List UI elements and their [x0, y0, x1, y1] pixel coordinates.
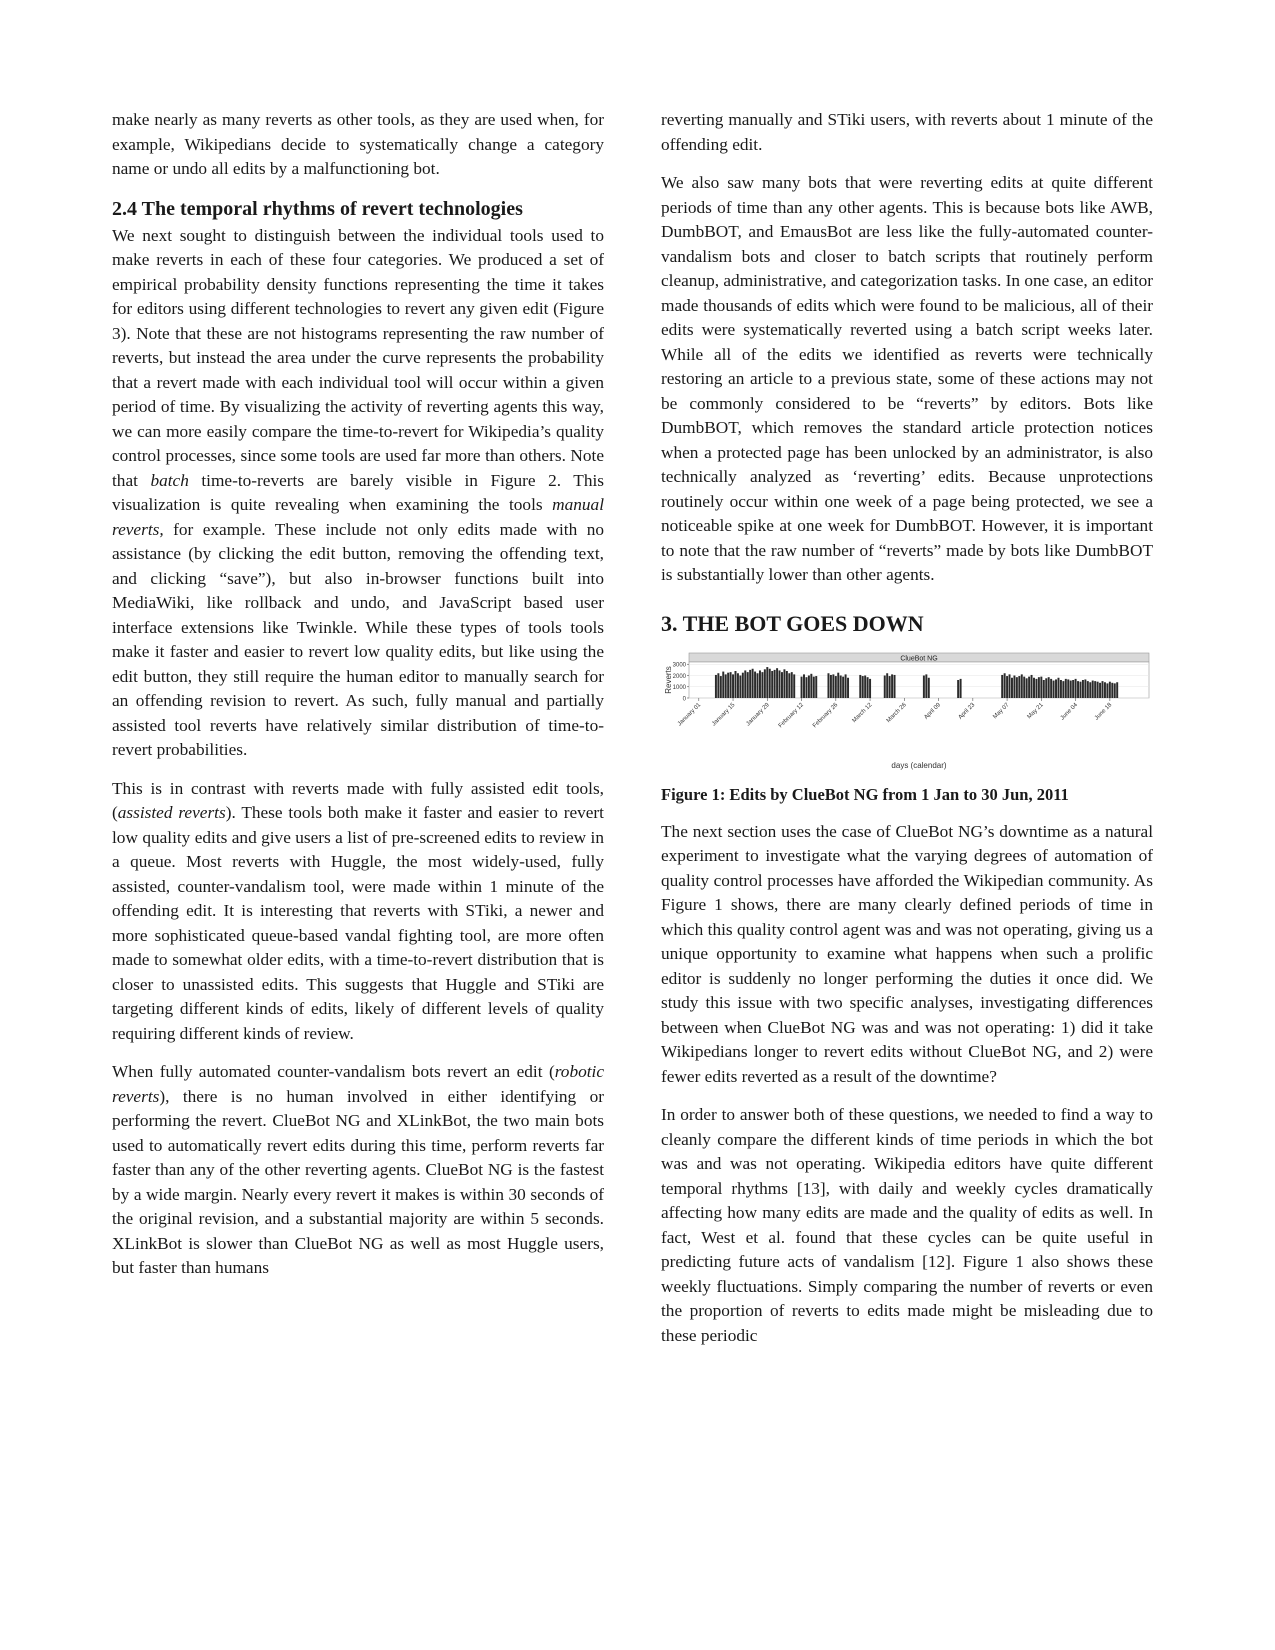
x-tick-label: January 15	[711, 701, 737, 727]
bar	[1077, 681, 1079, 698]
bar	[1075, 678, 1077, 697]
figure-1-caption: Figure 1: Edits by ClueBot NG from 1 Jan to 30 Jun, 2011	[661, 784, 1069, 804]
paragraph-text: make nearly as many reverts as other tools, as they are used when, for example, Wikipedians decide to systematically change a category name or undo all edits by a malfunctioning bot.	[112, 110, 604, 178]
paragraph-density-functions	[112, 224, 604, 763]
bar	[1102, 681, 1104, 698]
bar	[840, 675, 842, 698]
y-axis	[673, 662, 689, 702]
italic-term-assisted-reverts: assisted reverts	[117, 803, 226, 822]
bar	[769, 668, 771, 697]
bar	[742, 672, 744, 697]
bar	[764, 669, 766, 698]
italic-term-robotic-reverts: robotic reverts	[112, 1062, 604, 1106]
bar	[1033, 677, 1035, 697]
bar	[925, 674, 927, 698]
bar	[761, 672, 763, 698]
bar	[1111, 682, 1113, 697]
x-axis	[676, 695, 1114, 729]
bar	[1053, 680, 1055, 697]
x-tick-label: January 01	[676, 701, 703, 727]
paragraph-temporal-rhythms: In order to answer both of these questions, we needed to find a way to cleanly compare the different kinds of time periods in which the bot was and was not operating. Wikipedia editors have quite different temporal rhythms [13], with daily and weekly cycles dramatically affecting how many edits are made and the quality of edits as well. In fact, West et al. found that these cycles can be quite useful in predicting future acts of vandalism [12]. Figure 1 also shows these weekly fluctuations. Simply comparing the number of reverts or even the proportion of reverts to edits made might be misleading due to these periodic	[661, 1105, 1153, 1345]
bar	[788, 673, 790, 698]
bar	[1001, 674, 1003, 697]
bar	[1092, 680, 1094, 697]
right-column	[661, 108, 1153, 1362]
bar	[1023, 676, 1025, 697]
bar	[859, 674, 861, 697]
paragraph-natural-experiment: The next section uses the case of ClueBot NG’s downtime as a natural experiment to investigate what the varying degrees of automation of quality control processes have afforded the Wikipedian community. As Figure 1 shows, there are many clearly defined periods of time in which this quality control agent was and was not operating, giving us a unique opportunity to examine what happens when such a prolific editor is suddenly no longer performing the duties it once did. We study this issue with two specific analyses, investigating differences between when ClueBot NG was and was not operating: 1) did it take Wikipedians longer to revert edits without ClueBot NG, and 2) were fewer edits reverted as a result of the downtime?	[661, 821, 1153, 1086]
bar	[783, 669, 785, 698]
bar	[957, 680, 959, 698]
bar	[779, 670, 781, 698]
italic-term-batch: batch	[150, 470, 189, 490]
bar	[1084, 679, 1086, 698]
x-tick-label: March 26	[885, 701, 908, 724]
y-tick-label: 2000	[672, 673, 686, 680]
paragraph-text: This is in contrast with reverts made with fully assisted edit tools, (	[112, 778, 604, 822]
bar	[791, 672, 793, 698]
bar	[805, 677, 807, 698]
bar	[1070, 680, 1072, 697]
bar	[1114, 683, 1116, 698]
bar	[1031, 674, 1033, 697]
bar	[847, 677, 849, 697]
bar	[813, 676, 815, 697]
bar	[1087, 681, 1089, 698]
paragraph-text: for example. These include not only edits made with no assistance (by clicking the edit button, removing the offending text, and clicking “save”), but also in-browser functions built into MediaWiki, like rollback and undo, and JavaScript based user interface extensions like Twinkle. While these types of tools tools make it faster and easier to revert low quality edits, but like using the edit button, they still require the human editor to manually search for an offending revision to revert. As such, fully manual and partially assisted tool reverts have relatively similar distribution of time-to-revert probabilities.	[112, 519, 604, 759]
x-axis-label: days (calendar)	[891, 760, 947, 770]
paragraph-text: time-to-reverts are barely visible in Figure 2. This visualization is quite revealing when examining the tools	[112, 470, 604, 514]
bar	[1072, 680, 1074, 698]
bar	[1013, 675, 1015, 698]
bar	[808, 675, 810, 698]
bar	[1050, 678, 1052, 697]
bar	[759, 670, 761, 698]
paragraph-text: When fully automated counter-vandalism bots revert an edit (	[112, 1062, 555, 1081]
bar	[1040, 676, 1042, 697]
y-tick-label: 0	[682, 695, 686, 702]
bar	[747, 672, 749, 698]
bar	[1026, 678, 1028, 698]
x-tick-label: June 18	[1093, 701, 1114, 722]
bar	[739, 675, 741, 698]
bar	[1018, 676, 1020, 698]
bar	[960, 678, 962, 697]
bar	[1082, 680, 1084, 698]
bar	[771, 671, 773, 698]
bar	[815, 676, 817, 698]
bar	[781, 672, 783, 698]
x-tick-label: May 21	[1026, 701, 1045, 720]
bar	[1067, 679, 1069, 698]
bar	[757, 673, 759, 698]
figure-1	[661, 648, 1153, 772]
paragraph-xlinkbot-continuation: reverting manually and STiki users, with reverts about 1 minute of the offending edit.	[661, 110, 1153, 154]
x-tick-label: March 12	[851, 701, 874, 724]
x-tick-label: April 09	[923, 701, 942, 721]
bar	[1097, 681, 1099, 697]
paragraph-batch-bots: We also saw many bots that were reverting edits at quite different periods of time than any other agents. This is because bots like AWB, DumbBOT, and EmausBot are less like the fully-automated counter-vandalism bots and closer to batch scripts that routinely perform cleanup, administrative, and categorization tasks. In one case, an editor made thousands of edits which were found to be malicious, all of their edits were systematically reverted using a batch script weeks later. While all of the edits we identified as reverts were technically restoring an article to a previous state, some of these actions may not be commonly considered to be “reverts” by editors. Bots like DumbBOT, which removes the standard article protection notices when a protected page has been unlocked by an administrator, is also technically analyzed as ‘reverting’ edits. Because unprotections routinely occur within one week of a page being protected, we see a noticeable spike at one week for DumbBOT. However, it is important to note that the raw number of “reverts” made by bots like DumbBOT is substantially lower than other agents.	[661, 173, 1153, 584]
bar	[730, 672, 732, 698]
bar	[1065, 678, 1067, 697]
paragraph-robotic-reverts	[112, 1060, 604, 1281]
y-axis-label: Reverts	[664, 665, 673, 694]
bar	[862, 676, 864, 698]
bar	[835, 676, 837, 698]
bar	[1080, 681, 1082, 697]
bar	[1094, 681, 1096, 698]
bar	[749, 669, 751, 697]
bar	[1116, 682, 1118, 698]
bar	[737, 673, 739, 698]
bar	[889, 676, 891, 698]
y-tick-label: 1000	[672, 684, 686, 691]
bar	[869, 678, 871, 697]
bar	[1021, 674, 1023, 698]
bar	[732, 674, 734, 698]
left-column	[112, 108, 604, 1295]
x-tick-label: May 07	[992, 701, 1011, 720]
italic-term-manual-reverts: manual reverts,	[112, 495, 604, 539]
bar	[827, 673, 829, 698]
bar	[894, 674, 896, 697]
bar	[886, 673, 888, 698]
bar	[735, 671, 737, 698]
bar	[1062, 681, 1064, 698]
bar	[891, 674, 893, 698]
bar	[923, 675, 925, 698]
section-heading-3: 3. THE BOT GOES DOWN	[661, 610, 924, 636]
bar	[832, 674, 834, 698]
bar	[830, 674, 832, 697]
bar	[1109, 681, 1111, 697]
section-heading-2-4: 2.4 The temporal rhythms of revert technologies	[112, 197, 523, 220]
bar	[1055, 679, 1057, 698]
bar	[837, 672, 839, 697]
bar	[864, 675, 866, 698]
bar	[1009, 674, 1011, 698]
bar	[801, 676, 803, 697]
bar	[725, 674, 727, 698]
bar	[766, 667, 768, 698]
bar	[884, 675, 886, 698]
bar	[727, 672, 729, 697]
bar	[774, 669, 776, 697]
chart-title: ClueBot NG	[900, 654, 938, 662]
paragraph-text: ). These tools both make it faster and easier to revert low quality edits and give users a list of pre-screened edits to review in a queue. Most reverts with Huggle, the most widely-used, fully assisted, counter-vandalism tool, were made within 1 minute of the offending edit. It is interesting that reverts with STiki, a newer and more sophisticated queue-based vandal fighting tool, are more often made to somewhat older edits, with a time-to-revert distribution that is closer to unassisted edits. This suggests that Huggle and STiki are targeting different kinds of edits, likely of different levels of quality requiring different kinds of review.	[112, 803, 604, 1043]
bar	[810, 673, 812, 697]
bar	[842, 676, 844, 697]
bar	[803, 674, 805, 698]
bar	[744, 670, 746, 698]
paragraph-assisted-reverts	[112, 777, 604, 1047]
bar	[1089, 682, 1091, 698]
bar	[1028, 676, 1030, 697]
x-tick-label: January 29	[745, 701, 771, 727]
bar	[720, 676, 722, 698]
bar	[867, 677, 869, 698]
bar	[1045, 678, 1047, 698]
x-tick-label: June 04	[1059, 701, 1080, 722]
bar	[1016, 677, 1018, 698]
bar	[1099, 682, 1101, 697]
bar	[1035, 678, 1037, 697]
bar	[1038, 677, 1040, 698]
cluebot-chart	[661, 648, 1153, 772]
bar	[928, 677, 930, 697]
bar	[1043, 680, 1045, 698]
bar	[1048, 677, 1050, 698]
bar	[1004, 673, 1006, 698]
bar	[845, 674, 847, 698]
x-tick-label: February 26	[812, 701, 840, 729]
bar	[1006, 676, 1008, 698]
bar	[715, 674, 717, 697]
bar	[1106, 683, 1108, 698]
bar	[717, 673, 719, 698]
bar	[722, 671, 724, 697]
paragraph-text: We next sought to distinguish between the individual tools used to make reverts in each of these four categories. We produced a set of empirical probability density functions representing the time it takes for editors using different technologies to revert any given edit (Figure 3). Note that these are not histograms representing the raw number of reverts, but instead the area under the curve represents the probability that a revert made with each individual tool will occur within a given period of time. By visualizing the activity of reverting agents this way, we can more easily compare the time-to-revert for Wikipedia’s quality control processes, since some tools are used far more than others. Note that	[112, 225, 604, 490]
y-tick-label: 3000	[672, 662, 686, 669]
paragraph-intro-continuation	[112, 108, 604, 182]
x-tick-label: April 23	[957, 701, 977, 721]
bar	[1011, 677, 1013, 697]
bar	[754, 671, 756, 697]
bar	[752, 668, 754, 697]
bar	[1060, 680, 1062, 698]
bar	[793, 674, 795, 698]
paragraph-text: ), there is no human involved in either identifying or performing the revert. ClueBot NG and XLinkBot, the two main bots used to automatically revert edits during this time, perform reverts far faster than any of the other reverting agents. ClueBot NG is the fastest by a wide margin. Nearly every revert it makes is within 30 seconds of the original revision, and a substantial majority are within 5 seconds. XLinkBot is slower than ClueBot NG as well as most Huggle users, but faster than humans	[112, 1086, 604, 1277]
x-tick-label: February 12	[777, 701, 805, 729]
bar	[1057, 677, 1059, 697]
bar	[1104, 682, 1106, 698]
bar	[776, 668, 778, 698]
bar	[786, 671, 788, 698]
